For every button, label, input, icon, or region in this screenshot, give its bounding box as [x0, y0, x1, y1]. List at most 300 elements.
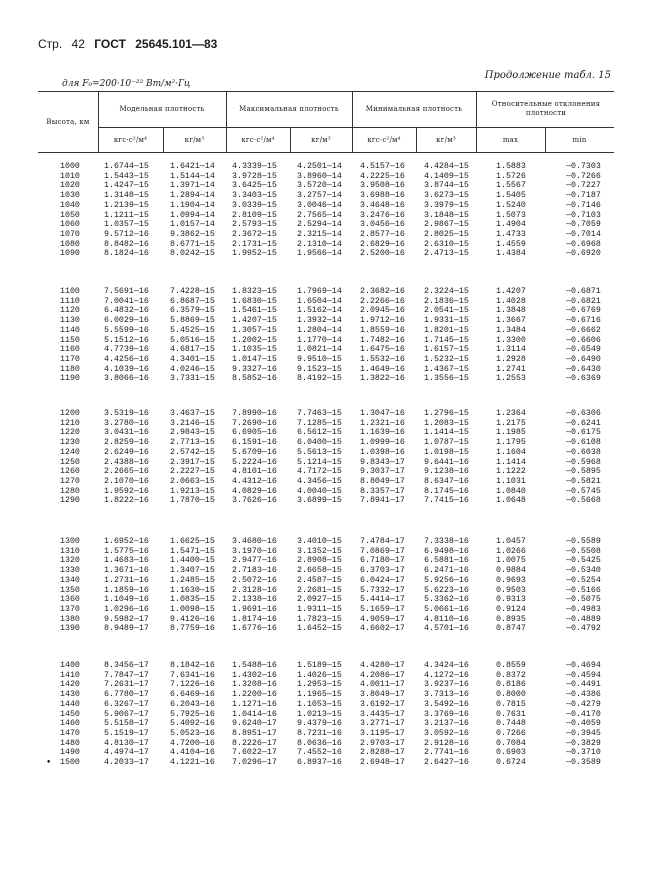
running-head: [38, 37, 217, 51]
table-cell: 1.3971—14: [170, 181, 215, 191]
table-cell: 2.8259—16: [104, 438, 149, 448]
table-cell: 2.3128—16: [232, 585, 277, 595]
table-cell: 2.7741—16: [424, 748, 469, 758]
table-cell: 6.3703—17: [360, 566, 405, 576]
header-min-density: Минимальная плотность: [365, 105, 463, 113]
table-cell: 2.4713—15: [424, 249, 469, 259]
table-cell: 1.6504—14: [297, 296, 342, 306]
table-cell: 2.7713—15: [170, 438, 215, 448]
table-cell: 6.7780—17: [104, 690, 149, 700]
table-cell: 3.1352—15: [297, 546, 342, 556]
table-cell: 1.5240: [496, 200, 526, 210]
table-cell: —0.5425: [566, 556, 601, 566]
model-kgs-column: [104, 409, 149, 506]
min-kg-column: [424, 162, 469, 259]
table-cell: 1.8201—15: [424, 325, 469, 335]
min-kg-column: [424, 287, 469, 384]
table-cell: 2.6427—16: [424, 758, 469, 768]
table-cell: 0.9503: [496, 585, 526, 595]
table-cell: 1380: [60, 614, 80, 624]
table-cell: 9.6240—17: [232, 719, 277, 729]
table-cell: 2.6310—15: [424, 239, 469, 249]
table-cell: —0.4386: [566, 690, 601, 700]
table-cell: 1260: [60, 467, 80, 477]
max-kgs-column: [232, 409, 277, 506]
table-cell: 1.3047—16: [360, 409, 405, 418]
table-cell: 3.9237—16: [424, 680, 469, 690]
header-bottom-rule: [38, 152, 614, 153]
altitude-column: [60, 661, 80, 768]
table-cell: 4.4312—16: [232, 477, 277, 487]
table-cell: 6.6469—16: [170, 690, 215, 700]
table-cell: 4.2086—17: [360, 670, 405, 680]
table-cell: 5.1512—16: [104, 335, 149, 345]
table-cell: 8.9489—17: [104, 624, 149, 634]
table-cell: 6.8937—16: [297, 758, 342, 768]
table-cell: —0.6306: [566, 409, 601, 418]
table-cell: 1.1271—16: [232, 699, 277, 709]
table-cell: 1050: [60, 210, 80, 220]
table-cell: 7.6022—17: [232, 748, 277, 758]
table-cell: 1.6625—15: [170, 537, 215, 546]
table-cell: —0.5821: [566, 477, 601, 487]
table-cell: 2.3672—15: [232, 230, 277, 240]
table-cell: 1.4207: [496, 287, 526, 296]
table-cell: 1100: [60, 287, 80, 296]
table-cell: 1.1031: [496, 477, 526, 487]
table-cell: 2.6249—16: [104, 447, 149, 457]
table-cell: 4.2501—14: [297, 162, 342, 171]
table-cell: 5.5158—17: [104, 719, 149, 729]
table-cell: 1.9311—15: [297, 605, 342, 615]
table-cell: 1.6475—16: [360, 345, 405, 355]
table-cell: 6.7180—17: [360, 556, 405, 566]
table-cell: —0.3710: [566, 748, 601, 758]
table-cell: 1.5073: [496, 210, 526, 220]
table-cell: 3.1195—17: [360, 729, 405, 739]
model-kg-column: [170, 537, 215, 634]
table-cell: 3.5492—16: [424, 699, 469, 709]
table-cell: 2.9867—15: [424, 220, 469, 230]
table-cell: 2.6829—16: [360, 239, 405, 249]
table-cell: 1.1985: [496, 428, 526, 438]
table-cell: 1150: [60, 335, 80, 345]
table-cell: 3.2146—15: [170, 418, 215, 428]
table-cell: —0.7227: [566, 181, 601, 191]
table-cell: 0.8559: [496, 661, 526, 670]
table-cell: 7.4552—16: [297, 748, 342, 758]
table-cell: 1.2796—15: [424, 409, 469, 418]
table-cell: 7.0041—16: [104, 296, 149, 306]
table-cell: 1.3407—15: [170, 566, 215, 576]
table-cell: 6.1591—16: [232, 438, 277, 448]
table-cell: 7.7463—15: [297, 409, 342, 418]
table-cell: 1.7482—16: [360, 335, 405, 345]
table-cell: 5.1519—17: [104, 729, 149, 739]
table-cell: —0.6490: [566, 355, 601, 365]
table-cell: 5.0661—16: [424, 605, 469, 615]
table-cell: 8.0242—15: [170, 249, 215, 259]
table-cell: 1410: [60, 670, 80, 680]
table-cell: 1.9331—15: [424, 316, 469, 326]
table-cell: 6.3267—17: [104, 699, 149, 709]
table-cell: 1.3484: [496, 325, 526, 335]
table-cell: 8.1824—16: [104, 249, 149, 259]
table-cell: 3.9508—16: [360, 181, 405, 191]
table-cell: 2.9477—16: [232, 556, 277, 566]
table-cell: 3.4435—17: [360, 709, 405, 719]
min-kgs-column: [360, 162, 405, 259]
table-cell: 1.3114: [496, 345, 526, 355]
table-cell: 4.3424—16: [424, 661, 469, 670]
table-cell: 3.4680—16: [232, 537, 277, 546]
table-cell: 8.0636—16: [297, 738, 342, 748]
table-cell: 9.8343—17: [360, 457, 405, 467]
table-cell: —0.6920: [566, 249, 601, 259]
table-cell: —0.3829: [566, 738, 601, 748]
table-cell: 1090: [60, 249, 80, 259]
min-kgs-column: [360, 537, 405, 634]
table-cell: 1.5775—16: [104, 546, 149, 556]
table-cell: 1020: [60, 181, 80, 191]
table-cell: —0.5166: [566, 585, 601, 595]
table-cell: 5.7925—16: [170, 709, 215, 719]
table-cell: 5.9256—16: [424, 575, 469, 585]
table-cell: 3.2771—17: [360, 719, 405, 729]
table-cell: 4.8110—16: [424, 614, 469, 624]
table-cell: 1310: [60, 546, 80, 556]
table-cell: 4.9059—17: [360, 614, 405, 624]
table-cell: 4.2225—16: [360, 171, 405, 181]
table-cell: 1.2731—16: [104, 575, 149, 585]
table-cell: 1.1965—15: [297, 690, 342, 700]
table-cell: 3.6425—15: [232, 181, 277, 191]
header-max: max: [502, 135, 519, 144]
table-cell: 1.3848: [496, 306, 526, 316]
table-cell: 1.4207—15: [232, 316, 277, 326]
table-cell: 1.4683—16: [104, 556, 149, 566]
table-cell: 1.9213—15: [170, 486, 215, 496]
header-unit-kgs: кгс·с²/м⁴: [241, 135, 275, 144]
table-cell: 4.6817—15: [170, 345, 215, 355]
table-cell: 3.3769—16: [424, 709, 469, 719]
table-cell: —0.7266: [566, 171, 601, 181]
table-cell: 1370: [60, 605, 80, 615]
table-cell: 1120: [60, 306, 80, 316]
min-kgs-column: [360, 287, 405, 384]
table-cell: 1.2364: [496, 409, 526, 418]
table-cell: 2.5742—15: [170, 447, 215, 457]
table-cell: 8.3456—17: [104, 661, 149, 670]
table-cell: —0.5340: [566, 566, 601, 576]
table-cell: 0.7084: [496, 738, 526, 748]
table-cell: 1200: [60, 409, 80, 418]
table-cell: 1.5726: [496, 171, 526, 181]
table-cell: 2.8109—15: [232, 210, 277, 220]
table-cell: 1.9566—14: [297, 249, 342, 259]
table-cell: 1.3208—16: [232, 680, 277, 690]
table-cell: 2.5200—16: [360, 249, 405, 259]
table-cell: 1010: [60, 171, 80, 181]
table-cell: 1.0296—16: [104, 605, 149, 615]
table-cell: 1.6421—14: [170, 162, 215, 171]
table-cell: 3.6899—15: [297, 496, 342, 506]
table-cell: 1280: [60, 486, 80, 496]
table-cell: —0.6871: [566, 287, 601, 296]
table-cell: 1.6744—15: [104, 162, 149, 171]
max-kg-column: [297, 537, 342, 634]
min-kgs-column: [360, 409, 405, 506]
table-cell: —0.6369: [566, 374, 601, 384]
table-cell: 1070: [60, 230, 80, 240]
table-cell: 1460: [60, 719, 80, 729]
table-cell: 4.3456—15: [297, 477, 342, 487]
table-cell: —0.4792: [566, 624, 601, 634]
table-cell: 6.4832—16: [104, 306, 149, 316]
table-cell: 1160: [60, 345, 80, 355]
table-cell: —0.5968: [566, 457, 601, 467]
table-cell: 1.1770—14: [297, 335, 342, 345]
table-cell: 1170: [60, 355, 80, 365]
table-cell: 1.2804—14: [297, 325, 342, 335]
table-cell: —0.7303: [566, 162, 601, 171]
table-cell: 1.5532—16: [360, 355, 405, 365]
table-cell: 3.0456—16: [360, 220, 405, 230]
table-cell: 4.1039—16: [104, 364, 149, 374]
table-cell: 3.2780—16: [104, 418, 149, 428]
table-cell: 2.0663—15: [170, 477, 215, 487]
table-cell: —0.4279: [566, 699, 601, 709]
table-cell: 4.1221—16: [170, 758, 215, 768]
table-cell: 8.1745—16: [424, 486, 469, 496]
model-kg-column: [170, 661, 215, 768]
table-cell: 3.0592—16: [424, 729, 469, 739]
table-cell: 1.7823—15: [297, 614, 342, 624]
table-cell: 3.2757—14: [297, 191, 342, 201]
table-cell: 0.7815: [496, 699, 526, 709]
table-cell: 5.3362—16: [424, 595, 469, 605]
table-cell: 1.8174—16: [232, 614, 277, 624]
header-unit-kg: кг/м³: [436, 135, 456, 144]
table-cell: 6.5881—16: [424, 556, 469, 566]
table-cell: 0.9693: [496, 575, 526, 585]
flux-condition: для F₀=200·10⁻²² Вт/м²·Гц: [62, 79, 191, 89]
table-cell: 6.9498—16: [424, 546, 469, 556]
table-cell: —0.4059: [566, 719, 601, 729]
table-cell: 1.1639—16: [360, 428, 405, 438]
table-cell: 1.1414—15: [424, 428, 469, 438]
table-cell: 1.7870—15: [170, 496, 215, 506]
table-cell: 1.1053—15: [297, 699, 342, 709]
table-cell: 7.4228—15: [170, 287, 215, 296]
table-cell: 9.9510—15: [297, 355, 342, 365]
table-cell: 2.4587—15: [297, 575, 342, 585]
header-model-density: Модельная плотность: [119, 105, 205, 113]
table-cell: 5.2224—16: [232, 457, 277, 467]
table-cell: —0.5075: [566, 595, 601, 605]
table-cell: 1.4384: [496, 249, 526, 259]
table-cell: 3.2476—16: [360, 210, 405, 220]
table-cell: 1430: [60, 690, 80, 700]
table-cell: 1.0075: [496, 556, 526, 566]
table-cell: 4.0011—17: [360, 680, 405, 690]
table-cell: —0.7103: [566, 210, 601, 220]
table-cell: 1.7969—14: [297, 287, 342, 296]
table-cell: 1470: [60, 729, 80, 739]
table-cell: —0.4594: [566, 670, 601, 680]
table-cell: 1340: [60, 575, 80, 585]
table-cell: 1.0999—16: [360, 438, 405, 448]
table-cell: 1.8222—16: [104, 496, 149, 506]
table-cell: 1.0835—15: [170, 595, 215, 605]
table-cell: 4.7739—16: [104, 345, 149, 355]
header-min: min: [572, 135, 587, 144]
table-cell: 2.1338—16: [232, 595, 277, 605]
table-cell: 1.4367—15: [424, 364, 469, 374]
table-cell: 3.7313—16: [424, 690, 469, 700]
table-cell: 1130: [60, 316, 80, 326]
table-cell: 1080: [60, 239, 80, 249]
max-kgs-column: [232, 537, 277, 634]
table-cell: —0.6606: [566, 335, 601, 345]
table-cell: 5.1659—17: [360, 605, 405, 615]
table-cell: 8.7231—16: [297, 729, 342, 739]
table-cell: 1.1049—16: [104, 595, 149, 605]
max-kg-column: [297, 661, 342, 768]
table-cell: 3.0431—16: [104, 428, 149, 438]
table-cell: 2.6948—17: [360, 758, 405, 768]
table-cell: 3.6273—15: [424, 191, 469, 201]
table-cell: 1440: [60, 699, 80, 709]
table-cell: —0.6549: [566, 345, 601, 355]
table-cell: 4.2033—17: [104, 758, 149, 768]
table-cell: —0.7187: [566, 191, 601, 201]
table-cell: 1.7145—15: [424, 335, 469, 345]
table-cell: 0.8372: [496, 670, 526, 680]
altitude-column: [60, 162, 80, 259]
table-cell: 0.7266: [496, 729, 526, 739]
table-cell: —0.5668: [566, 496, 601, 506]
table-cell: 2.9843—15: [170, 428, 215, 438]
table-cell: 1.3556—15: [424, 374, 469, 384]
table-cell: 7.7415—16: [424, 496, 469, 506]
table-cell: 1.0457: [496, 537, 526, 546]
table-cell: 7.2631—17: [104, 680, 149, 690]
table-cell: 2.2266—16: [360, 296, 405, 306]
min-kg-column: [424, 409, 469, 506]
min-kg-column: [424, 661, 469, 768]
table-cell: 1360: [60, 595, 80, 605]
table-cell: 1.1859—16: [104, 585, 149, 595]
table-cell: 1.0157—14: [170, 220, 215, 230]
table-cell: 8.6771—15: [170, 239, 215, 249]
table-cell: 1.2553: [496, 374, 526, 384]
table-cell: 5.6709—16: [232, 447, 277, 457]
table-cell: 1.4904: [496, 220, 526, 230]
table-cell: 1400: [60, 661, 80, 670]
altitude-column: [60, 409, 80, 506]
table-cell: 1290: [60, 496, 80, 506]
table-cell: 1.3300: [496, 335, 526, 345]
model-kgs-column: [104, 287, 149, 384]
max-kg-column: [297, 287, 342, 384]
table-cell: 4.4280—17: [360, 661, 405, 670]
table-cell: —0.6241: [566, 418, 601, 428]
table-cell: 1.0266: [496, 546, 526, 556]
table-cell: 5.9067—17: [104, 709, 149, 719]
table-cell: 1.4400—15: [170, 556, 215, 566]
table-cell: 2.1731—15: [232, 239, 277, 249]
table-cell: 1.9592—16: [104, 486, 149, 496]
table-cell: 9.1523—15: [297, 364, 342, 374]
model-kg-column: [170, 287, 215, 384]
table-cell: —0.5254: [566, 575, 601, 585]
altitude-column: [60, 537, 80, 634]
table-cell: 0.7448: [496, 719, 526, 729]
header-altitude: Высота, км: [46, 117, 90, 126]
table-cell: 6.6905—16: [232, 428, 277, 438]
table-cell: 1.5405: [496, 191, 526, 201]
table-cell: 4.8101—16: [232, 467, 277, 477]
table-cell: 1.2139—15: [104, 200, 149, 210]
table-cell: 1.6952—16: [104, 537, 149, 546]
model-kg-column: [170, 162, 215, 259]
table-cell: 3.7626—16: [232, 496, 277, 506]
table-cell: 1030: [60, 191, 80, 201]
table-cell: 3.8744—15: [424, 181, 469, 191]
table-cell: —0.5745: [566, 486, 601, 496]
rel-min-column: [566, 409, 601, 506]
table-cell: 1.5232—15: [424, 355, 469, 365]
table-cell: 1.2741: [496, 364, 526, 374]
table-cell: 1.5189—15: [297, 661, 342, 670]
table-cell: 3.6988—16: [360, 191, 405, 201]
table-cell: 1.3667: [496, 316, 526, 326]
table-cell: 1.1795: [496, 438, 526, 448]
table-cell: —0.5508: [566, 546, 601, 556]
table-cell: 9.6441—16: [424, 457, 469, 467]
table-cell: 2.3917—15: [170, 457, 215, 467]
table-cell: 1000: [60, 162, 80, 171]
table-cell: 6.2471—16: [424, 566, 469, 576]
table-cell: 2.4388—16: [104, 457, 149, 467]
table-cell: 2.2681—15: [297, 585, 342, 595]
table-cell: 2.6658—15: [297, 566, 342, 576]
table-cell: —0.4983: [566, 605, 601, 615]
rel-max-column: [496, 661, 526, 768]
table-cell: 1.2928: [496, 355, 526, 365]
table-cell: 9.3862—15: [170, 230, 215, 240]
table-cell: 9.5712—16: [104, 230, 149, 240]
table-cell: 1.2894—14: [170, 191, 215, 201]
header-max-density: Максимальная плотность: [239, 105, 339, 113]
table-cell: 7.1285—15: [297, 418, 342, 428]
table-cell: 1.5162—14: [297, 306, 342, 316]
rel-max-column: [496, 537, 526, 634]
table-cell: 1.0787—15: [424, 438, 469, 448]
table-cell: —0.3589: [566, 758, 601, 768]
table-cell: 1.0213—15: [297, 709, 342, 719]
table-cell: 4.1272—16: [424, 670, 469, 680]
table-cell: 4.4256—16: [104, 355, 149, 365]
table-cell: 1.4649—16: [360, 364, 405, 374]
table-cell: —0.6662: [566, 325, 601, 335]
table-cell: 3.9728—15: [232, 171, 277, 181]
table-cell: 4.4104—16: [170, 748, 215, 758]
table-cell: 8.3357—17: [360, 486, 405, 496]
table-cell: —0.5895: [566, 467, 601, 477]
rel-max-column: [496, 162, 526, 259]
